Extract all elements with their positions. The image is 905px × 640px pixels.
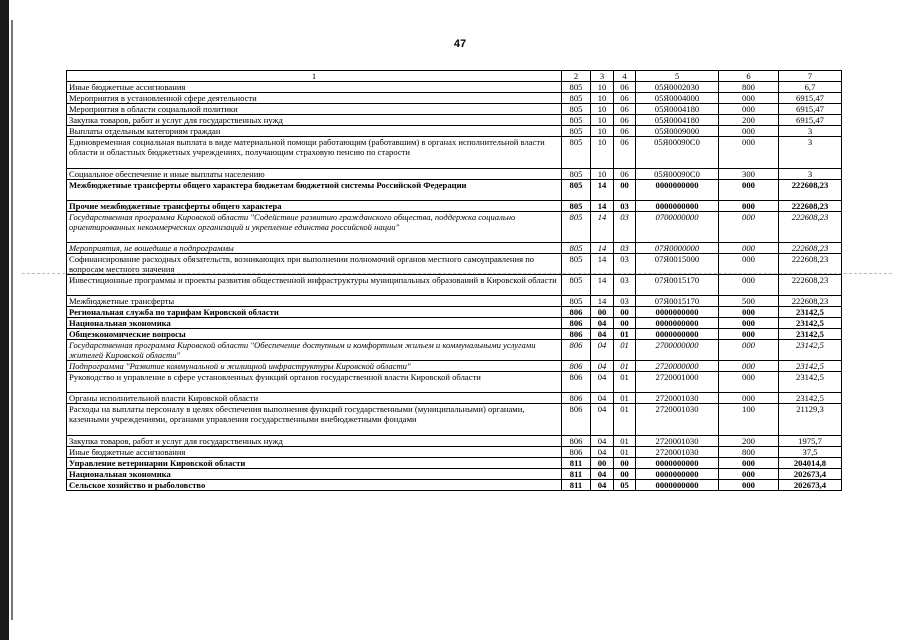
row-ministry: 806 bbox=[562, 329, 591, 340]
row-subsection: 03 bbox=[614, 296, 636, 307]
column-header: 6 bbox=[719, 71, 779, 82]
row-ministry: 806 bbox=[562, 372, 591, 393]
row-amount: 6,7 bbox=[779, 82, 842, 93]
table-row bbox=[67, 179, 842, 200]
row-name: Единовременная социальная выплата в виде материальной помощи работающим (работавшим) в органах исполнительной власти области и областных бюджетных учреждениях, получающим страховую пенсию по старости bbox=[67, 137, 562, 169]
row-section: 04 bbox=[591, 340, 614, 361]
row-expense-type: 000 bbox=[719, 372, 779, 393]
row-target-article: 0000000000 bbox=[636, 318, 719, 329]
table-row bbox=[67, 254, 842, 275]
row-target-article: 2720001030 bbox=[636, 446, 719, 457]
row-target-article: 07Я0000000 bbox=[636, 243, 719, 254]
row-amount: 222608,23 bbox=[779, 275, 842, 296]
row-subsection: 06 bbox=[614, 93, 636, 104]
row-target-article: 05Я0004000 bbox=[636, 93, 719, 104]
row-target-article: 2720001030 bbox=[636, 435, 719, 446]
row-subsection: 00 bbox=[614, 468, 636, 479]
row-expense-type: 000 bbox=[719, 200, 779, 211]
scan-margin-line bbox=[11, 20, 13, 620]
row-amount: 37,5 bbox=[779, 446, 842, 457]
row-name: Закупка товаров, работ и услуг для государственных нужд bbox=[67, 115, 562, 126]
row-name: Межбюджетные трансферты bbox=[67, 296, 562, 307]
row-expense-type: 000 bbox=[719, 468, 779, 479]
row-target-article: 05Я0004180 bbox=[636, 104, 719, 115]
row-amount: 222608,23 bbox=[779, 243, 842, 254]
row-subsection: 01 bbox=[614, 372, 636, 393]
table-row bbox=[67, 243, 842, 254]
row-amount: 23142,5 bbox=[779, 361, 842, 372]
row-expense-type: 000 bbox=[719, 393, 779, 404]
row-subsection: 03 bbox=[614, 275, 636, 296]
row-section: 10 bbox=[591, 93, 614, 104]
row-section: 04 bbox=[591, 446, 614, 457]
row-subsection: 03 bbox=[614, 200, 636, 211]
row-amount: 222608,23 bbox=[779, 211, 842, 243]
row-ministry: 805 bbox=[562, 104, 591, 115]
row-amount: 6915,47 bbox=[779, 93, 842, 104]
row-subsection: 00 bbox=[614, 307, 636, 318]
table-row bbox=[67, 404, 842, 436]
row-expense-type: 000 bbox=[719, 243, 779, 254]
row-subsection: 03 bbox=[614, 254, 636, 275]
table-row bbox=[67, 200, 842, 211]
row-expense-type: 100 bbox=[719, 404, 779, 436]
table-row bbox=[67, 446, 842, 457]
row-expense-type: 200 bbox=[719, 435, 779, 446]
row-subsection: 01 bbox=[614, 329, 636, 340]
table-row bbox=[67, 318, 842, 329]
table-row bbox=[67, 296, 842, 307]
row-target-article: 0000000000 bbox=[636, 200, 719, 211]
row-section: 10 bbox=[591, 126, 614, 137]
row-target-article: 0000000000 bbox=[636, 468, 719, 479]
row-name: Подпрограмма "Развитие коммунальной и жилищной инфраструктуры Кировской области" bbox=[67, 361, 562, 372]
column-header: 5 bbox=[636, 71, 719, 82]
row-subsection: 01 bbox=[614, 361, 636, 372]
row-section: 04 bbox=[591, 435, 614, 446]
row-amount: 21129,3 bbox=[779, 404, 842, 436]
row-subsection: 06 bbox=[614, 104, 636, 115]
table-row bbox=[67, 457, 842, 468]
row-section: 04 bbox=[591, 479, 614, 490]
row-ministry: 806 bbox=[562, 318, 591, 329]
row-expense-type: 000 bbox=[719, 93, 779, 104]
row-amount: 1975,7 bbox=[779, 435, 842, 446]
row-expense-type: 000 bbox=[719, 318, 779, 329]
row-target-article: 0000000000 bbox=[636, 479, 719, 490]
row-section: 14 bbox=[591, 296, 614, 307]
table-row bbox=[67, 93, 842, 104]
row-ministry: 805 bbox=[562, 137, 591, 169]
row-subsection: 01 bbox=[614, 446, 636, 457]
row-subsection: 05 bbox=[614, 479, 636, 490]
row-expense-type: 000 bbox=[719, 479, 779, 490]
row-name: Государственная программа Кировской области "Обеспечение доступным и комфортным жильем и коммунальными услугами жителей Кировской области" bbox=[67, 340, 562, 361]
row-ministry: 805 bbox=[562, 296, 591, 307]
row-subsection: 00 bbox=[614, 457, 636, 468]
row-amount: 222608,23 bbox=[779, 179, 842, 200]
row-name: Иные бюджетные ассигнования bbox=[67, 82, 562, 93]
table-row bbox=[67, 307, 842, 318]
row-amount: 222608,23 bbox=[779, 254, 842, 275]
row-amount: 23142,5 bbox=[779, 307, 842, 318]
row-expense-type: 000 bbox=[719, 104, 779, 115]
row-amount: 3 bbox=[779, 137, 842, 169]
row-amount: 23142,5 bbox=[779, 372, 842, 393]
table-row bbox=[67, 340, 842, 361]
row-target-article: 05Я0002030 bbox=[636, 82, 719, 93]
row-expense-type: 200 bbox=[719, 115, 779, 126]
row-subsection: 03 bbox=[614, 211, 636, 243]
table-row bbox=[67, 329, 842, 340]
row-expense-type: 800 bbox=[719, 82, 779, 93]
row-expense-type: 300 bbox=[719, 168, 779, 179]
row-ministry: 811 bbox=[562, 457, 591, 468]
row-name: Национальная экономика bbox=[67, 468, 562, 479]
row-expense-type: 000 bbox=[719, 340, 779, 361]
row-expense-type: 000 bbox=[719, 457, 779, 468]
row-ministry: 811 bbox=[562, 479, 591, 490]
row-ministry: 806 bbox=[562, 393, 591, 404]
row-expense-type: 000 bbox=[719, 211, 779, 243]
column-header: 3 bbox=[591, 71, 614, 82]
row-target-article: 0000000000 bbox=[636, 329, 719, 340]
row-target-article: 2700000000 bbox=[636, 340, 719, 361]
row-target-article: 07Я0015170 bbox=[636, 296, 719, 307]
row-expense-type: 000 bbox=[719, 329, 779, 340]
page-number: 47 bbox=[453, 38, 467, 50]
row-ministry: 805 bbox=[562, 93, 591, 104]
row-target-article: 05Я0004180 bbox=[636, 115, 719, 126]
column-header: 2 bbox=[562, 71, 591, 82]
row-subsection: 06 bbox=[614, 115, 636, 126]
row-ministry: 806 bbox=[562, 404, 591, 436]
row-ministry: 805 bbox=[562, 126, 591, 137]
row-section: 14 bbox=[591, 275, 614, 296]
table-row bbox=[67, 82, 842, 93]
row-ministry: 806 bbox=[562, 446, 591, 457]
row-name: Расходы на выплаты персоналу в целях обеспечения выполнения функций государственными (муниципальными) органами, казенными учреждениями, органами управления государственными внебюджетными фондами bbox=[67, 404, 562, 436]
budget-table bbox=[66, 70, 842, 491]
table-row bbox=[67, 211, 842, 243]
row-target-article: 2720001000 bbox=[636, 372, 719, 393]
row-name: Прочие межбюджетные трансферты общего характера bbox=[67, 200, 562, 211]
row-section: 14 bbox=[591, 254, 614, 275]
row-target-article: 2720001030 bbox=[636, 393, 719, 404]
row-amount: 202673,4 bbox=[779, 479, 842, 490]
row-amount: 3 bbox=[779, 168, 842, 179]
row-name: Софинансирование расходных обязательств, возникающих при выполнении полномочий органов местного самоуправления по вопросам местного значения bbox=[67, 254, 562, 275]
row-name: Мероприятия в области социальной политики bbox=[67, 104, 562, 115]
row-subsection: 06 bbox=[614, 126, 636, 137]
row-ministry: 805 bbox=[562, 200, 591, 211]
row-subsection: 01 bbox=[614, 435, 636, 446]
row-name: Мероприятия в установленной сфере деятельности bbox=[67, 93, 562, 104]
row-subsection: 06 bbox=[614, 82, 636, 93]
row-ministry: 805 bbox=[562, 82, 591, 93]
row-name: Региональная служба по тарифам Кировской области bbox=[67, 307, 562, 318]
row-ministry: 806 bbox=[562, 307, 591, 318]
table-row bbox=[67, 372, 842, 393]
table-row bbox=[67, 468, 842, 479]
row-name: Социальное обеспечение и иные выплаты населению bbox=[67, 168, 562, 179]
row-subsection: 01 bbox=[614, 340, 636, 361]
row-target-article: 2720000000 bbox=[636, 361, 719, 372]
table-row bbox=[67, 435, 842, 446]
table-row bbox=[67, 115, 842, 126]
row-name: Руководство и управление в сфере установленных функций органов государственной власти Кировской области bbox=[67, 372, 562, 393]
table-row bbox=[67, 104, 842, 115]
row-subsection: 01 bbox=[614, 393, 636, 404]
table-row bbox=[67, 479, 842, 490]
row-amount: 222608,23 bbox=[779, 296, 842, 307]
row-subsection: 06 bbox=[614, 137, 636, 169]
row-name: Управление ветеринарии Кировской области bbox=[67, 457, 562, 468]
row-name: Инвестиционные программы и проекты развития общественной инфраструктуры муниципальных образований в Кировской области bbox=[67, 275, 562, 296]
row-section: 14 bbox=[591, 211, 614, 243]
row-amount: 6915,47 bbox=[779, 115, 842, 126]
row-ministry: 806 bbox=[562, 340, 591, 361]
row-expense-type: 000 bbox=[719, 254, 779, 275]
row-subsection: 01 bbox=[614, 404, 636, 436]
row-amount: 23142,5 bbox=[779, 318, 842, 329]
row-expense-type: 000 bbox=[719, 275, 779, 296]
row-name: Органы исполнительной власти Кировской области bbox=[67, 393, 562, 404]
row-ministry: 805 bbox=[562, 211, 591, 243]
row-expense-type: 000 bbox=[719, 179, 779, 200]
row-expense-type: 000 bbox=[719, 137, 779, 169]
table-row bbox=[67, 168, 842, 179]
row-section: 04 bbox=[591, 468, 614, 479]
row-target-article: 0000000000 bbox=[636, 307, 719, 318]
row-target-article: 05Я00090С0 bbox=[636, 168, 719, 179]
row-ministry: 806 bbox=[562, 361, 591, 372]
row-section: 04 bbox=[591, 329, 614, 340]
row-name: Общеэкономические вопросы bbox=[67, 329, 562, 340]
row-name: Иные бюджетные ассигнования bbox=[67, 446, 562, 457]
row-ministry: 805 bbox=[562, 179, 591, 200]
row-section: 10 bbox=[591, 115, 614, 126]
row-section: 14 bbox=[591, 179, 614, 200]
row-expense-type: 800 bbox=[719, 446, 779, 457]
row-section: 00 bbox=[591, 307, 614, 318]
row-amount: 202673,4 bbox=[779, 468, 842, 479]
row-expense-type: 000 bbox=[719, 361, 779, 372]
row-name: Национальная экономика bbox=[67, 318, 562, 329]
table-row bbox=[67, 361, 842, 372]
row-target-article: 0000000000 bbox=[636, 457, 719, 468]
row-name: Государственная программа Кировской области "Содействие развитию гражданского общества, поддержка социально ориентированных некоммерческих организаций и укрепление единства российской нации" bbox=[67, 211, 562, 243]
row-subsection: 06 bbox=[614, 168, 636, 179]
row-name: Закупка товаров, работ и услуг для государственных нужд bbox=[67, 435, 562, 446]
row-subsection: 00 bbox=[614, 179, 636, 200]
column-header: 4 bbox=[614, 71, 636, 82]
table-row bbox=[67, 275, 842, 296]
row-name: Сельское хозяйство и рыболовство bbox=[67, 479, 562, 490]
row-section: 14 bbox=[591, 200, 614, 211]
row-section: 10 bbox=[591, 82, 614, 93]
row-expense-type: 000 bbox=[719, 126, 779, 137]
row-subsection: 03 bbox=[614, 243, 636, 254]
row-ministry: 805 bbox=[562, 168, 591, 179]
row-amount: 3 bbox=[779, 126, 842, 137]
row-target-article: 07Я0015000 bbox=[636, 254, 719, 275]
row-ministry: 805 bbox=[562, 254, 591, 275]
row-section: 04 bbox=[591, 361, 614, 372]
row-target-article: 0700000000 bbox=[636, 211, 719, 243]
row-section: 04 bbox=[591, 372, 614, 393]
row-amount: 222608,23 bbox=[779, 200, 842, 211]
row-section: 04 bbox=[591, 393, 614, 404]
row-section: 14 bbox=[591, 243, 614, 254]
row-section: 04 bbox=[591, 404, 614, 436]
row-name: Выплаты отдельным категориям граждан bbox=[67, 126, 562, 137]
row-section: 10 bbox=[591, 168, 614, 179]
row-expense-type: 000 bbox=[719, 307, 779, 318]
row-amount: 23142,5 bbox=[779, 340, 842, 361]
table-header-row bbox=[67, 71, 842, 82]
table-row bbox=[67, 126, 842, 137]
row-section: 10 bbox=[591, 137, 614, 169]
column-header: 1 bbox=[67, 71, 562, 82]
row-name: Мероприятия, не вошедшие в подпрограммы bbox=[67, 243, 562, 254]
column-header: 7 bbox=[779, 71, 842, 82]
row-target-article: 2720001030 bbox=[636, 404, 719, 436]
row-target-article: 07Я0015170 bbox=[636, 275, 719, 296]
row-ministry: 811 bbox=[562, 468, 591, 479]
row-target-article: 0000000000 bbox=[636, 179, 719, 200]
row-amount: 6915,47 bbox=[779, 104, 842, 115]
row-amount: 23142,5 bbox=[779, 329, 842, 340]
row-section: 10 bbox=[591, 104, 614, 115]
row-subsection: 00 bbox=[614, 318, 636, 329]
row-section: 00 bbox=[591, 457, 614, 468]
scan-margin-bar bbox=[0, 0, 9, 640]
row-amount: 23142,5 bbox=[779, 393, 842, 404]
table-row bbox=[67, 393, 842, 404]
row-expense-type: 500 bbox=[719, 296, 779, 307]
table-row bbox=[67, 137, 842, 169]
row-target-article: 05Я0009000 bbox=[636, 126, 719, 137]
row-target-article: 05Я00090С0 bbox=[636, 137, 719, 169]
row-amount: 204014,8 bbox=[779, 457, 842, 468]
row-section: 04 bbox=[591, 318, 614, 329]
row-ministry: 805 bbox=[562, 243, 591, 254]
row-ministry: 805 bbox=[562, 115, 591, 126]
row-ministry: 806 bbox=[562, 435, 591, 446]
row-ministry: 805 bbox=[562, 275, 591, 296]
row-name: Межбюджетные трансферты общего характера бюджетам бюджетной системы Российской Федерации bbox=[67, 179, 562, 200]
